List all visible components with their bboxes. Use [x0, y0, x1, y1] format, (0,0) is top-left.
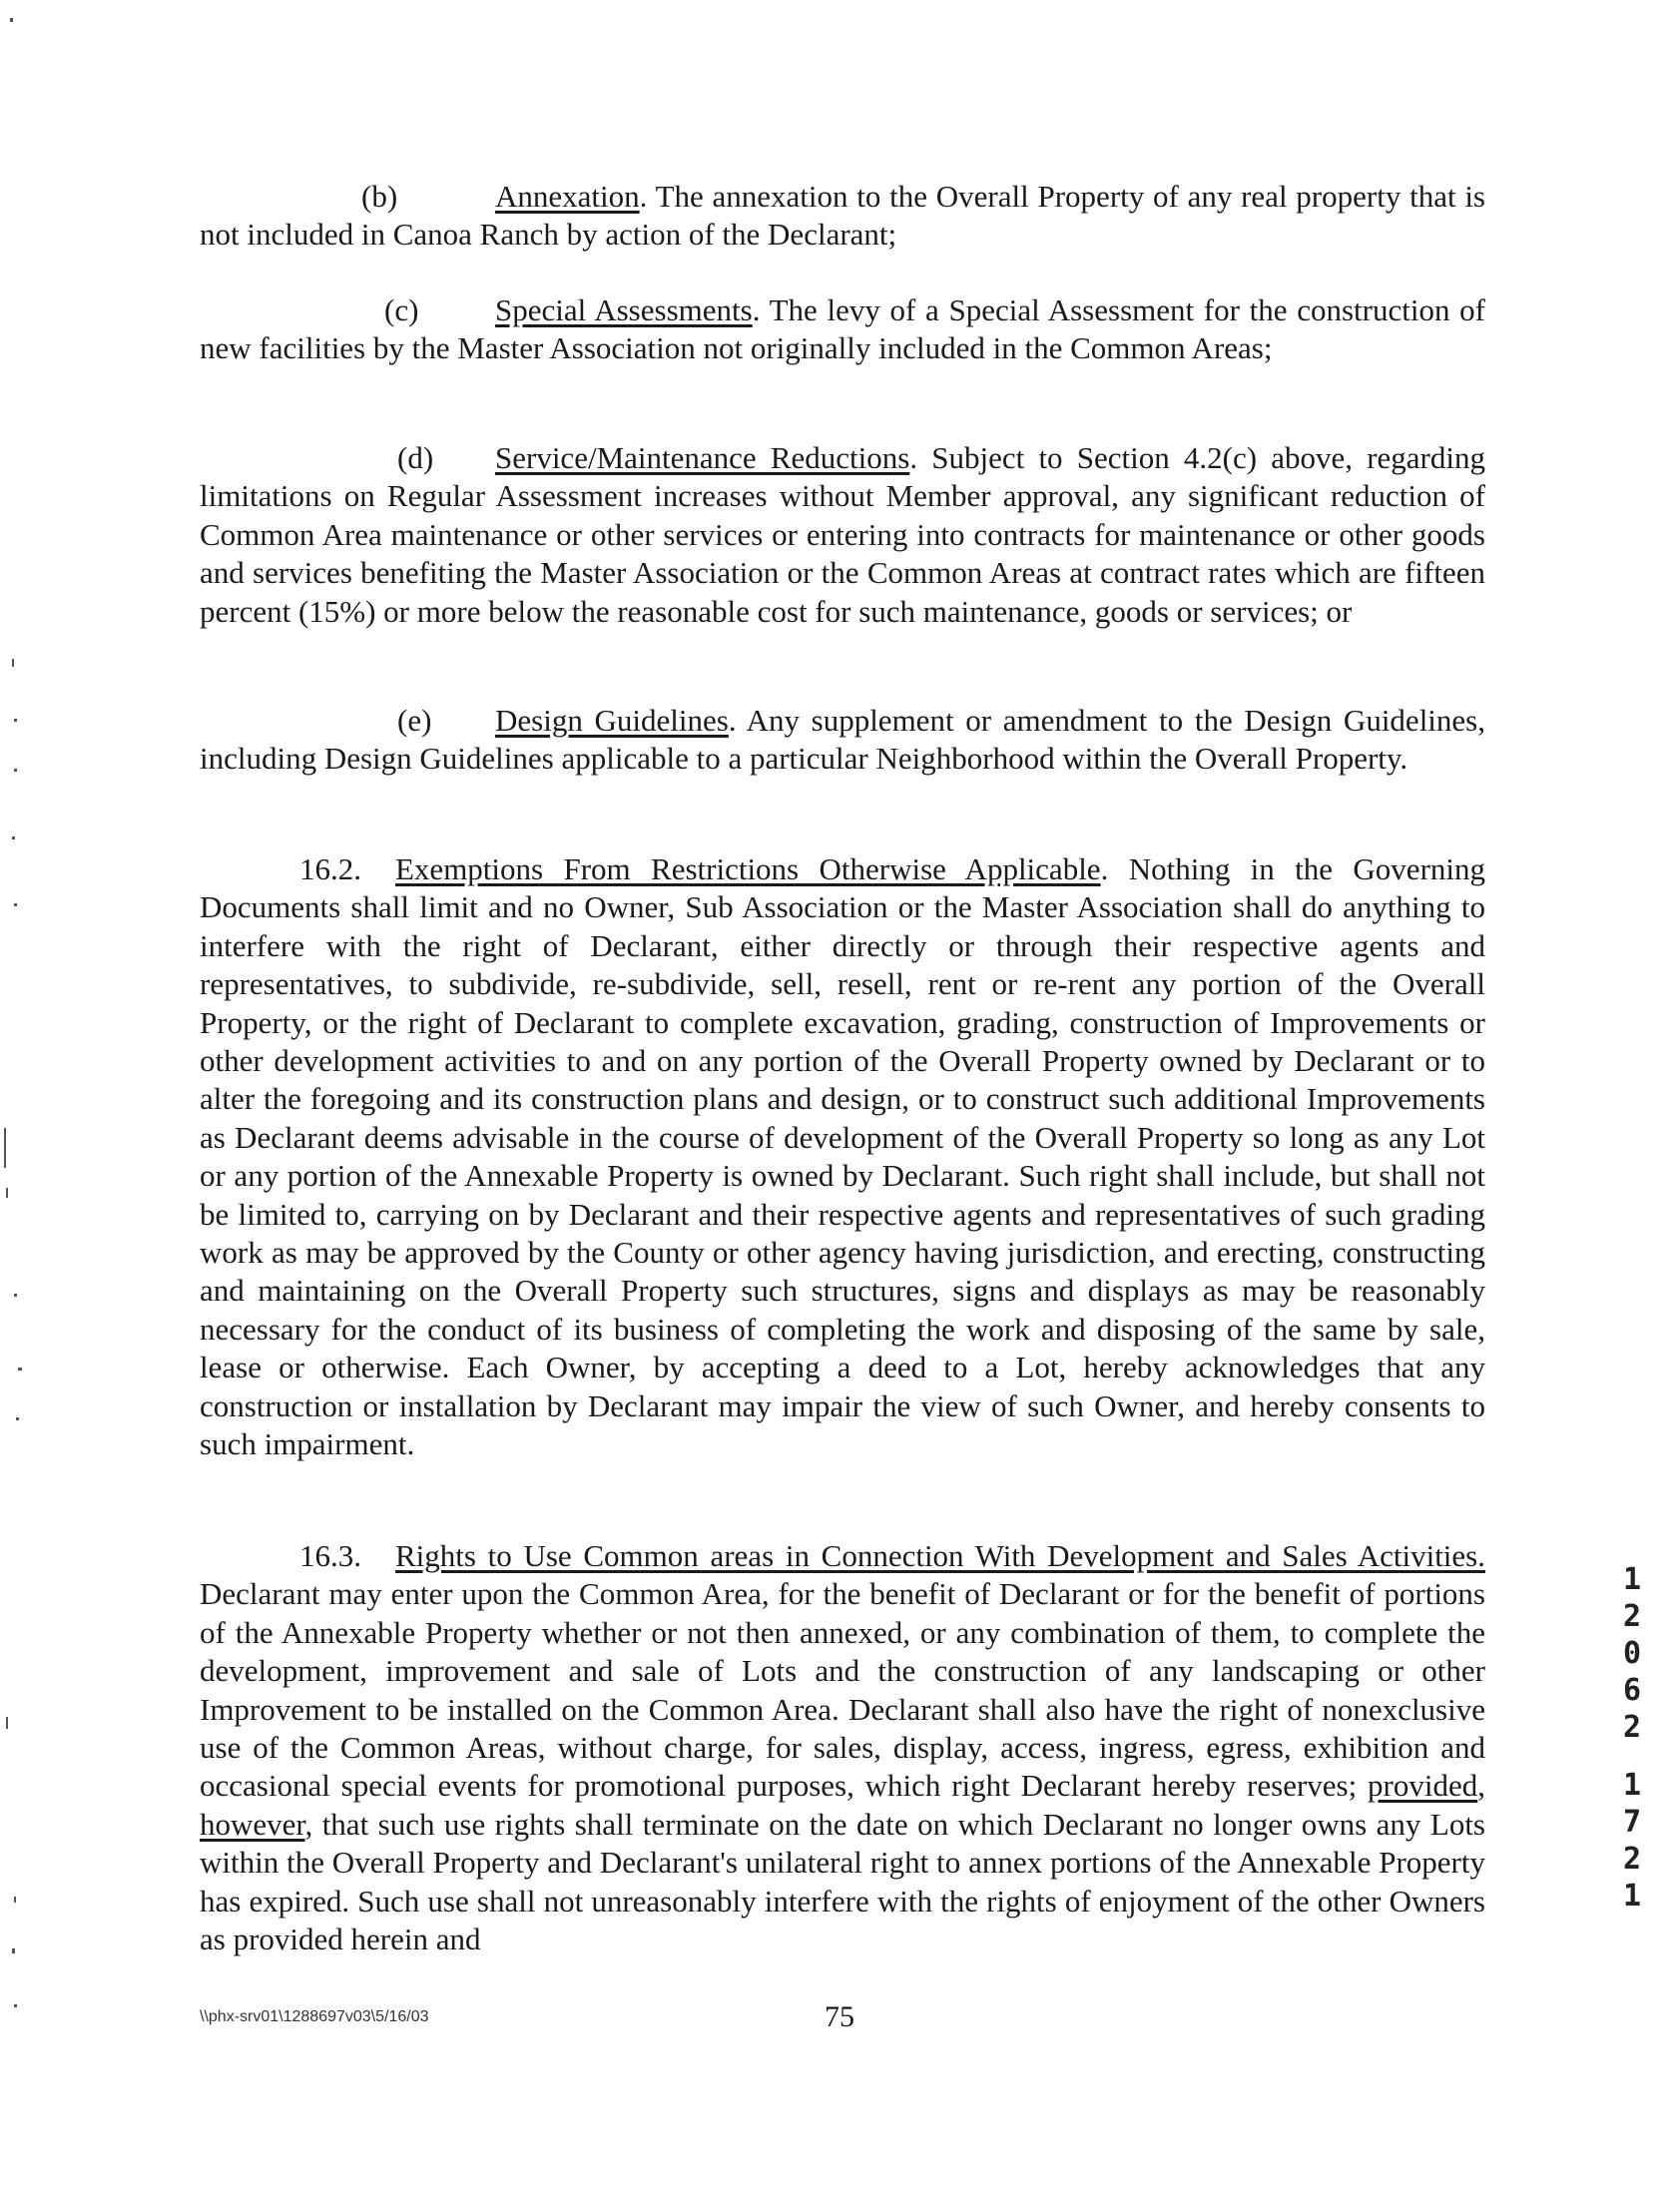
paragraph-label: (d) [397, 440, 434, 475]
scan-speck [18, 1368, 22, 1371]
paragraph-label: (b) [361, 179, 398, 214]
scan-speck [14, 1294, 17, 1297]
scan-speck [14, 1897, 16, 1903]
paragraph-b [200, 178, 1485, 255]
stamp-digit: 2 [1622, 1710, 1642, 1745]
scan-line [4, 1128, 6, 1168]
scan-speck [12, 836, 15, 839]
section-number: 16.2. [299, 851, 361, 886]
paragraph-e [200, 702, 1485, 779]
document-id-footer: \\phx-srv01\1288697v03\5/16/03 [200, 2008, 429, 2025]
section-body-continued: , that such use rights shall terminate on the date on which Declarant no longer owns any Lots within the Overall Property and Declarant's unilateral right to annex portions of the Annexable Property has expired. Such use shall not unreasonably interfere with the rights of enjoyment of the other Owners as provided herein and [200, 1806, 1485, 1957]
paragraph-body: . The annexation to the Overall Property of any real property that is not included in Canoa Ranch by action of the Declarant; [200, 179, 1485, 253]
however-term: however [200, 1806, 305, 1842]
stamp-digit: 0 [1622, 1636, 1642, 1671]
stamp-digit: 1 [1622, 1562, 1642, 1597]
stamp-digit: 6 [1622, 1673, 1642, 1708]
section-body: . Nothing in the Governing Documents shall limit and no Owner, Sub Association or the Master Association shall do anything to interfere with the right of Declarant, either directly or through their respective agents and representatives, to subdivide, re-subdivide, sell, resell, rent or re-rent any portion of the Overall Property, or the right of Declarant to complete excavation, grading, construction of Improvements or other development activities to and on any portion of the Overall Property owned by Declarant or to alter the foregoing and its construction plans and design, or to construct such additional Improvements as Declarant deems advisable in the course of development of the Overall Property so long as any Lot or any portion of the Annexable Property is owned by Declarant. Such right shall include, but shall not be limited to, carrying on by Declarant and their respective agents and representatives of such grading work as may be approved by the County or other agency having jurisdiction, and erecting, constructing and maintaining on the Overall Property such structures, signs and displays as may be reasonably necessary for the conduct of its business of completing the work and disposing of the same by sale, lease or otherwise. Each Owner, by accepting a deed to a Lot, hereby acknowledges that any construction or installation by Declarant may impair the view of such Owner, and hereby consents to such impairment. [200, 851, 1486, 1462]
section-number: 16.3. [299, 1538, 361, 1573]
scan-speck [14, 769, 17, 772]
paragraph-heading: Service/Maintenance Reductions [495, 440, 910, 475]
section-heading: Exemptions From Restrictions Otherwise Applicable [395, 851, 1101, 886]
stamp-digit: 7 [1622, 1805, 1642, 1840]
paragraph-body: . The levy of a Special Assessment for the construction of new facilities by the Master Association not originally included in the Common Areas; [200, 292, 1485, 366]
paragraph-c [200, 291, 1485, 368]
section-body: Declarant may enter upon the Common Area, for the benefit of Declarant or for the benefit of portions of the Annexable Property whether or not then annexed, or any combination of them, to complete the development, improvement and sale of Lots and the construction of any landscaping or other Improvement to be installed on the Common Area. Declarant shall also have the right of nonexclusive use of the Common Areas, without charge, for sales, display, access, ingress, egress, exhibition and occasional special events for promotional purposes, which right Declarant hereby reserves; [200, 1576, 1485, 1804]
scan-speck [12, 659, 14, 667]
paragraph-d [200, 439, 1485, 631]
scan-speck [10, 18, 13, 22]
stamp-digit: 2 [1622, 1599, 1642, 1634]
scan-speck [6, 1188, 8, 1198]
provided-term: provided [1368, 1768, 1478, 1804]
paragraph-label: (c) [384, 292, 419, 327]
paragraph-heading: Design Guidelines [495, 703, 729, 738]
recording-stamp-upper [1617, 1561, 1647, 1746]
section-16-2 [200, 850, 1485, 1464]
recording-stamp-lower [1617, 1767, 1647, 1915]
section-16-3 [200, 1537, 1485, 1958]
stamp-digit: 1 [1622, 1879, 1642, 1914]
paragraph-body: . Any supplement or amendment to the Design Guidelines, including Design Guidelines applicable to a particular Neighborhood within the Overall Property. [200, 703, 1485, 777]
scan-speck [12, 1948, 15, 1953]
section-heading: Rights to Use Common areas in Connection With Development and Sales Activities. [395, 1538, 1485, 1573]
stamp-digit: 1 [1622, 1768, 1642, 1803]
scan-speck [16, 1417, 19, 1420]
paragraph-heading: Annexation [495, 179, 640, 214]
scan-speck [14, 903, 17, 906]
scan-speck [14, 2004, 17, 2007]
paragraph-heading: Special Assessments [495, 292, 753, 327]
stamp-digit: 2 [1622, 1842, 1642, 1877]
paragraph-label: (e) [397, 703, 432, 738]
page-number: 75 [825, 2000, 854, 2033]
paragraph-body: . Subject to Section 4.2(c) above, regarding limitations on Regular Assessment increases without Member approval, any significant reduction of Common Area maintenance or other services or entering into contracts for maintenance or other goods and services benefiting the Master Association or the Common Areas at contract rates which are fifteen percent (15%) or more below the reasonable cost for such maintenance, goods or services; or [200, 440, 1485, 629]
comma-text: , [1477, 1768, 1485, 1804]
scan-speck [6, 1717, 8, 1729]
scan-speck [14, 719, 17, 722]
